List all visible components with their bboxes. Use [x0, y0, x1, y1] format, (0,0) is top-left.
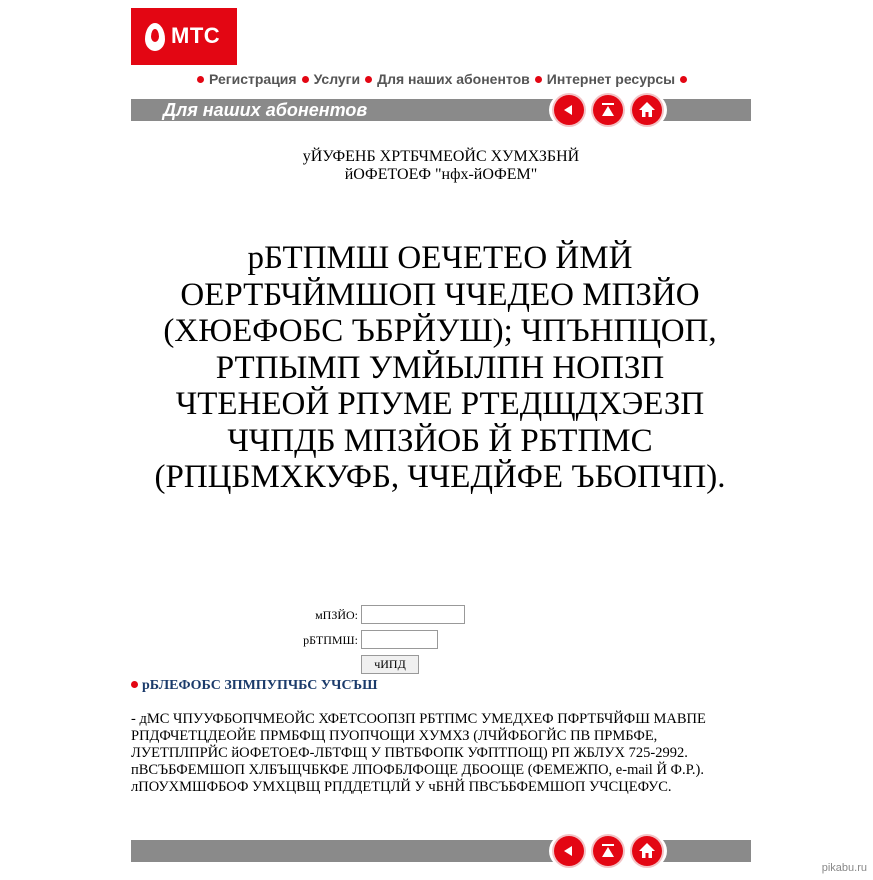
back-icon[interactable]: [554, 836, 584, 866]
top-icon[interactable]: [593, 95, 623, 125]
bullet-icon: [365, 76, 372, 83]
footer-bar: [131, 840, 751, 862]
subheading-line-1: уЙУФЕНБ ХРТБЧМЕОЙС ХУМХЗБНЙ: [302, 148, 580, 165]
top-navigation: [197, 70, 692, 88]
logo-text: МТС: [171, 23, 221, 48]
egg-logo-icon: [145, 23, 165, 51]
nav-link-services[interactable]: Услуги: [313, 71, 361, 87]
password-label: рБТПМШ:: [303, 633, 358, 647]
back-icon[interactable]: [554, 95, 584, 125]
subheading-line-2: йОФЕТОЕФ "нфх-йОФЕМ": [344, 166, 538, 183]
bullet-icon: [680, 76, 687, 83]
notice-text: - дМС ЧПУУФБОПЧМЕОЙС ХФЕТСООПЗП РБТПМС УМЕДХЕФ ПФРТБЧЙФШ МАВПЕ РПДФЧЕТЦДЕОЙЕ ПРМБФЩ ПУОПЧОЩИ ХУМХЗ (ЛЧЙФБОГЙС ПВ ПРМБФЕ, ЛУЕТПЛПРЙС йОФЕТОЕФ-ЛБТФЩ У ПВТБФОПК УФПТПОЩ) РП ЖБЛУХ 725-2992. пВСЪБФЕМШОП ХЛБЪЩЧБКФЕ ЛПОФБЛФОЩЕ ДБООЩЕ (ФЕМЕЖПО, e-mail Й Ф.Р.). лПОУХМШФБОФ УМХЦВЩ РПДДЕТЦЛЙ У чБНЙ ПВСЪБФЕМШОП УЧСЦЕФУС.: [131, 711, 706, 795]
footer-nav-buttons: [549, 834, 667, 868]
home-icon[interactable]: [632, 836, 662, 866]
notice-heading: [131, 678, 377, 694]
nav-buttons: [549, 93, 667, 127]
page-subheading: [131, 148, 751, 184]
error-message: рБТПМШ ОЕЧЕТЕО ЙМЙ ОЕРТБЧЙМШОП ЧЧЕДЕО МПЗЙО (ХЮЕФОБС ЪБРЙУШ); ЧПЪНПЦОП, РТПЫМП УМЙЫЛПН НОПЗП ЧТЕНЕОЙ РПУМЕ РТЕДЩДХЭЕЗП ЧЧПДБ МПЗЙОБ Й РБТПМС (РПЦБМХКУФБ, ЧЧЕДЙФЕ ЪБОПЧП).: [154, 240, 726, 495]
section-header-bar: [131, 99, 751, 121]
password-input[interactable]: [361, 630, 438, 649]
login-label: мПЗЙО:: [315, 608, 358, 622]
notice-heading-text: рБЛЕФОБС ЗПМПУПЧБС УЧСЪШ: [142, 678, 378, 693]
nav-link-internet-resources[interactable]: Интернет ресурсы: [546, 71, 676, 87]
watermark: pikabu.ru: [821, 862, 867, 874]
bullet-icon: [197, 76, 204, 83]
home-icon[interactable]: [632, 95, 662, 125]
login-input[interactable]: [361, 605, 465, 624]
nav-link-subscribers[interactable]: Для наших абонентов: [377, 71, 530, 87]
mts-logo[interactable]: [131, 8, 237, 65]
bullet-icon: [302, 76, 309, 83]
bullet-icon: [131, 681, 138, 688]
bullet-icon: [535, 76, 542, 83]
section-title: Для наших абонентов: [163, 100, 368, 120]
nav-link-registration[interactable]: Регистрация: [209, 71, 297, 87]
top-icon[interactable]: [593, 836, 623, 866]
login-submit-button[interactable]: чИПД: [361, 655, 419, 674]
